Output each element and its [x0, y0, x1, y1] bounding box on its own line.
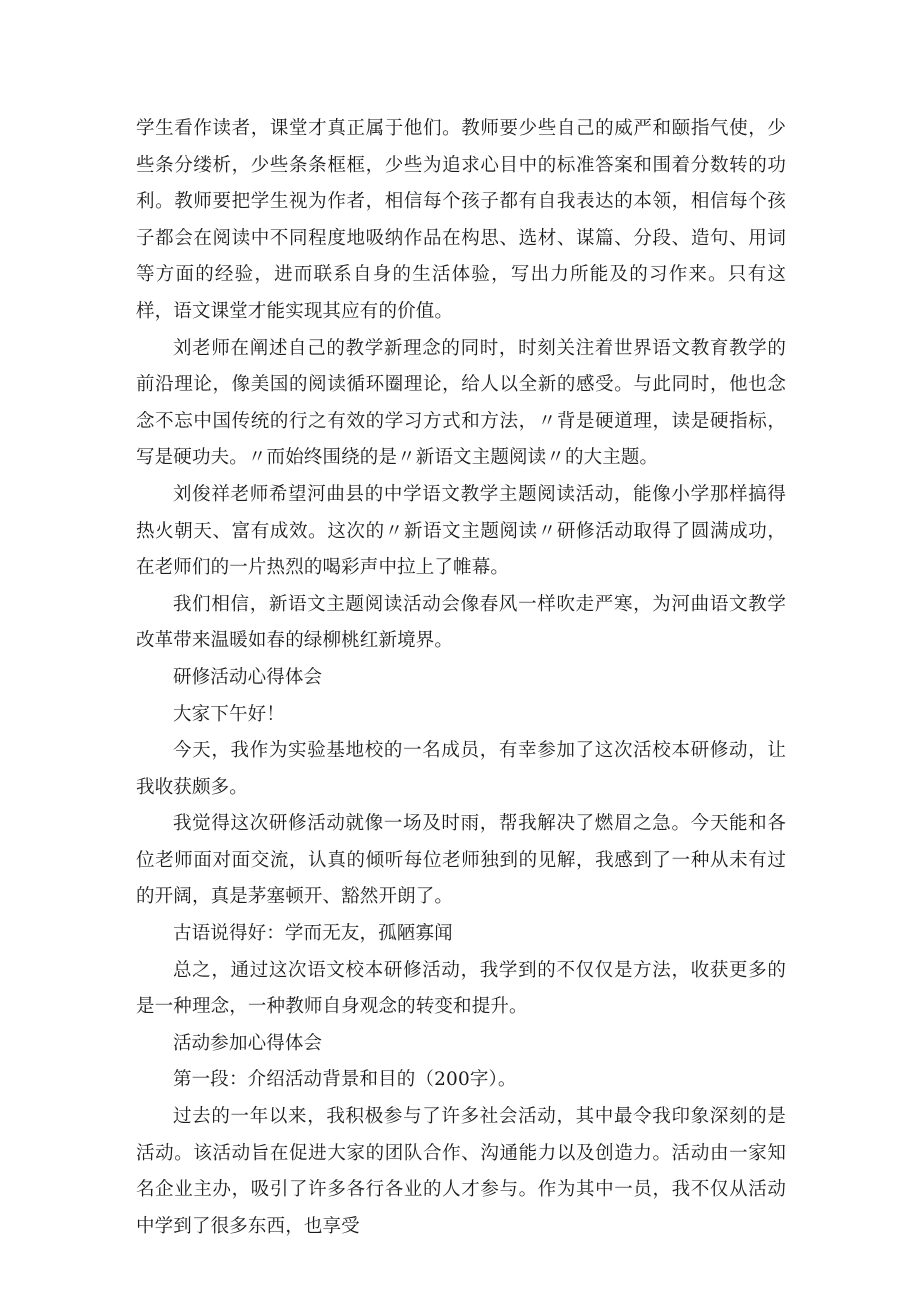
- quote-line: 古语说得好：学而无友，孤陋寡闻: [173, 923, 453, 945]
- paragraph: 我们相信，新语文主题阅读活动会像春风一样吹走严寒，为河曲语文教学改革带来温暖如春的绿柳桃红新境界。: [136, 593, 786, 652]
- paragraph: 过去的一年以来，我积极参与了许多社会活动，其中最令我印象深刻的是活动。该活动旨在促进大家的团队合作、沟通能力以及创造力。活动由一家知名企业主办，吸引了许多各行各业的人才参与。作为其中一员，我不仅从活动中学到了很多东西，也享受: [136, 1106, 786, 1237]
- subsection-heading: 第一段：介绍活动背景和目的（200字）。: [173, 1069, 517, 1091]
- section-heading: 研修活动心得体会: [173, 666, 323, 688]
- paragraph: 我觉得这次研修活动就像一场及时雨，帮我解决了燃眉之急。今天能和各位老师面对面交流，认真的倾听每位老师独到的见解，我感到了一种从未有过的开阔，真是茅塞顿开、豁然开朗了。: [136, 813, 786, 908]
- section-heading: 活动参加心得体会: [173, 1032, 323, 1054]
- paragraph: 刘老师在阐述自己的教学新理念的同时，时刻关注着世界语文教育教学的前沿理论，像美国的阅读循环圈理论，给人以全新的感受。与此同时，他也念念不忘中国传统的行之有效的学习方式和方法，〃背是硬道理，读是硬指标，写是硬功夫。〃而始终围绕的是〃新语文主题阅读〃的大主题。: [136, 337, 786, 469]
- paragraph: 总之，通过这次语文校本研修活动，我学到的不仅仅是方法，收获更多的是一种理念，一种教师自身观念的转变和提升。: [136, 959, 786, 1018]
- paragraph: 刘俊祥老师希望河曲县的中学语文教学主题阅读活动，能像小学那样搞得热火朝天、富有成效。这次的〃新语文主题阅读〃研修活动取得了圆满成功，在老师们的一片热烈的喝彩声中拉上了帷幕。: [136, 483, 786, 579]
- greeting: 大家下午好！: [173, 703, 285, 725]
- document-body: [136, 111, 786, 1245]
- paragraph: 今天，我作为实验基地校的一名成员，有幸参加了这次活校本研修动，让我收获颇多。: [136, 740, 786, 798]
- paragraph-continuation: 学生看作读者，课堂才真正属于他们。教师要少些自己的威严和颐指气使，少些条分缕析，少些条条框框，少些为追求心目中的标准答案和围着分数转的功利。教师要把学生视为作者，相信每个孩子都有自我表达的本领，相信每个孩子都会在阅读中不同程度地吸纳作品在构思、选材、谋篇、分段、造句、用词等方面的经验，进而联系自身的生活体验，写出力所能及的习作来。只有这样，语文课堂才能实现其应有的价值。: [136, 118, 786, 322]
